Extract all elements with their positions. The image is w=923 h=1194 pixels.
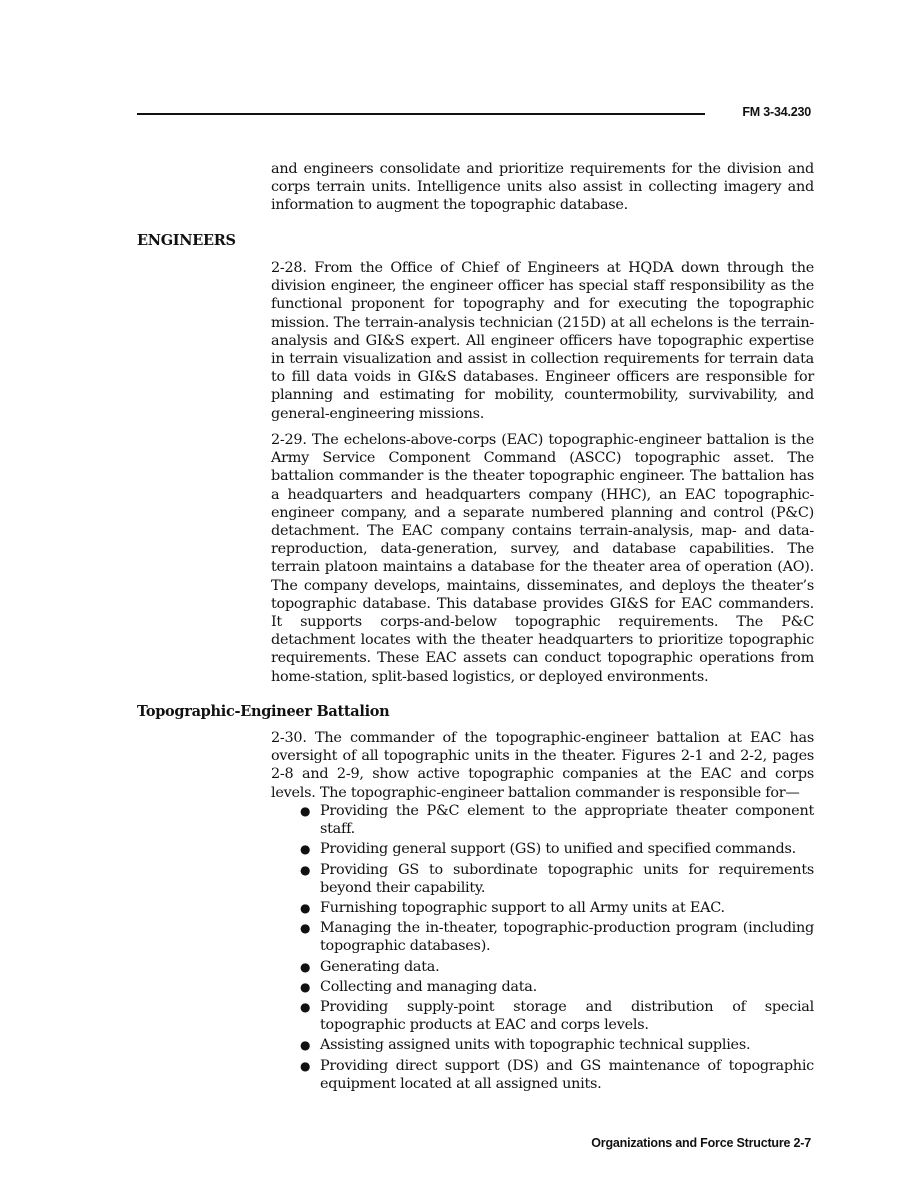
- list-item: [300, 919, 814, 955]
- bullet-icon: ●: [300, 1000, 311, 1015]
- responsibility-list: [300, 802, 814, 1095]
- list-item: [300, 1036, 814, 1054]
- paragraph-2-28: 2-28. From the Office of Chief of Engineers at HQDA down through the division engineer, the engineer officer has special staff responsibility as the functional proponent for topography and for executing the topographic mission. The terrain-analysis technician (215D) at all echelons is the terrain-analysis and GI&S expert. All engineer officers have topographic expertise in terrain visualization and assist in collection requirements for terrain data to fill data voids in GI&S databases. Engineer officers are responsible for planning and estimating for mobility, countermobility, survivability, and general-engineering missions.: [271, 260, 814, 422]
- bullet-icon: ●: [300, 842, 311, 857]
- header-doc-id: FM 3-34.230: [742, 105, 811, 119]
- list-item: [300, 958, 814, 976]
- list-item-text: Assisting assigned units with topographic technical supplies.: [320, 1037, 751, 1054]
- list-item-text: Generating data.: [320, 958, 440, 975]
- list-item-text: Providing GS to subordinate topographic units for requirements beyond their capability.: [320, 861, 814, 896]
- bullet-icon: ●: [300, 921, 311, 936]
- list-item-text: Managing the in-theater, topographic-production program (including topographic databases).: [320, 920, 814, 955]
- bullet-icon: ●: [300, 1038, 311, 1053]
- page-footer: Organizations and Force Structure 2-7: [591, 1136, 811, 1150]
- section-heading-battalion: Topographic-Engineer Battalion: [137, 703, 390, 720]
- list-item-text: Providing supply-point storage and distribution of special topographic products at EAC and corps levels.: [320, 999, 814, 1034]
- section-heading-engineers: ENGINEERS: [137, 232, 236, 249]
- list-item-text: Furnishing topographic support to all Army units at EAC.: [320, 900, 725, 917]
- bullet-icon: ●: [300, 901, 311, 916]
- bullet-icon: ●: [300, 862, 311, 877]
- bullet-icon: ●: [300, 959, 311, 974]
- list-item: [300, 861, 814, 897]
- paragraph-2-29: 2-29. The echelons-above-corps (EAC) topographic-engineer battalion is the Army Service Component Command (ASCC) topographic asset. The battalion commander is the theater topographic engineer. The battalion has a headquarters and headquarters company (HHC), an EAC topographic-engineer company, and a separate numbered planning and control (P&C) detachment. The EAC company contains terrain-analysis, map- and data-reproduction, data-generation, survey, and database capabilities. The terrain platoon maintains a database for the theater area of operation (AO). The company develops, maintains, disseminates, and deploys the theater’s topographic database. This database provides GI&S for EAC commanders. It supports corps-and-below topographic requirements. The P&C detachment locates with the theater headquarters to prioritize topographic requirements. These EAC assets can conduct topographic operations from home-station, split-based logistics, or deployed environments.: [271, 432, 814, 685]
- list-item: [300, 802, 814, 838]
- list-item: [300, 1057, 814, 1093]
- list-item-text: Providing the P&C element to the appropriate theater component staff.: [320, 803, 814, 838]
- paragraph-2-30: 2-30. The commander of the topographic-engineer battalion at EAC has oversight of all topographic units in the theater. Figures 2-1 and 2-2, pages 2-8 and 2-9, show active topographic companies at the EAC and corps levels. The topographic-engineer battalion commander is responsible for—: [271, 730, 814, 801]
- intro-paragraph: and engineers consolidate and prioritize requirements for the division and corps terrain units. Intelligence units also assist in collecting imagery and information to augment the topographic database.: [271, 161, 814, 214]
- bullet-icon: ●: [300, 804, 311, 818]
- list-item: [300, 840, 814, 858]
- list-item-text: Providing general support (GS) to unified and specified commands.: [320, 841, 796, 858]
- list-item: [300, 899, 814, 917]
- list-item: [300, 998, 814, 1034]
- bullet-icon: ●: [300, 979, 311, 994]
- list-item-text: Collecting and managing data.: [320, 978, 537, 995]
- list-item: [300, 978, 814, 996]
- header-rule: [137, 113, 705, 115]
- list-item-text: Providing direct support (DS) and GS maintenance of topographic equipment located at all assigned units.: [320, 1057, 814, 1092]
- bullet-icon: ●: [300, 1058, 311, 1073]
